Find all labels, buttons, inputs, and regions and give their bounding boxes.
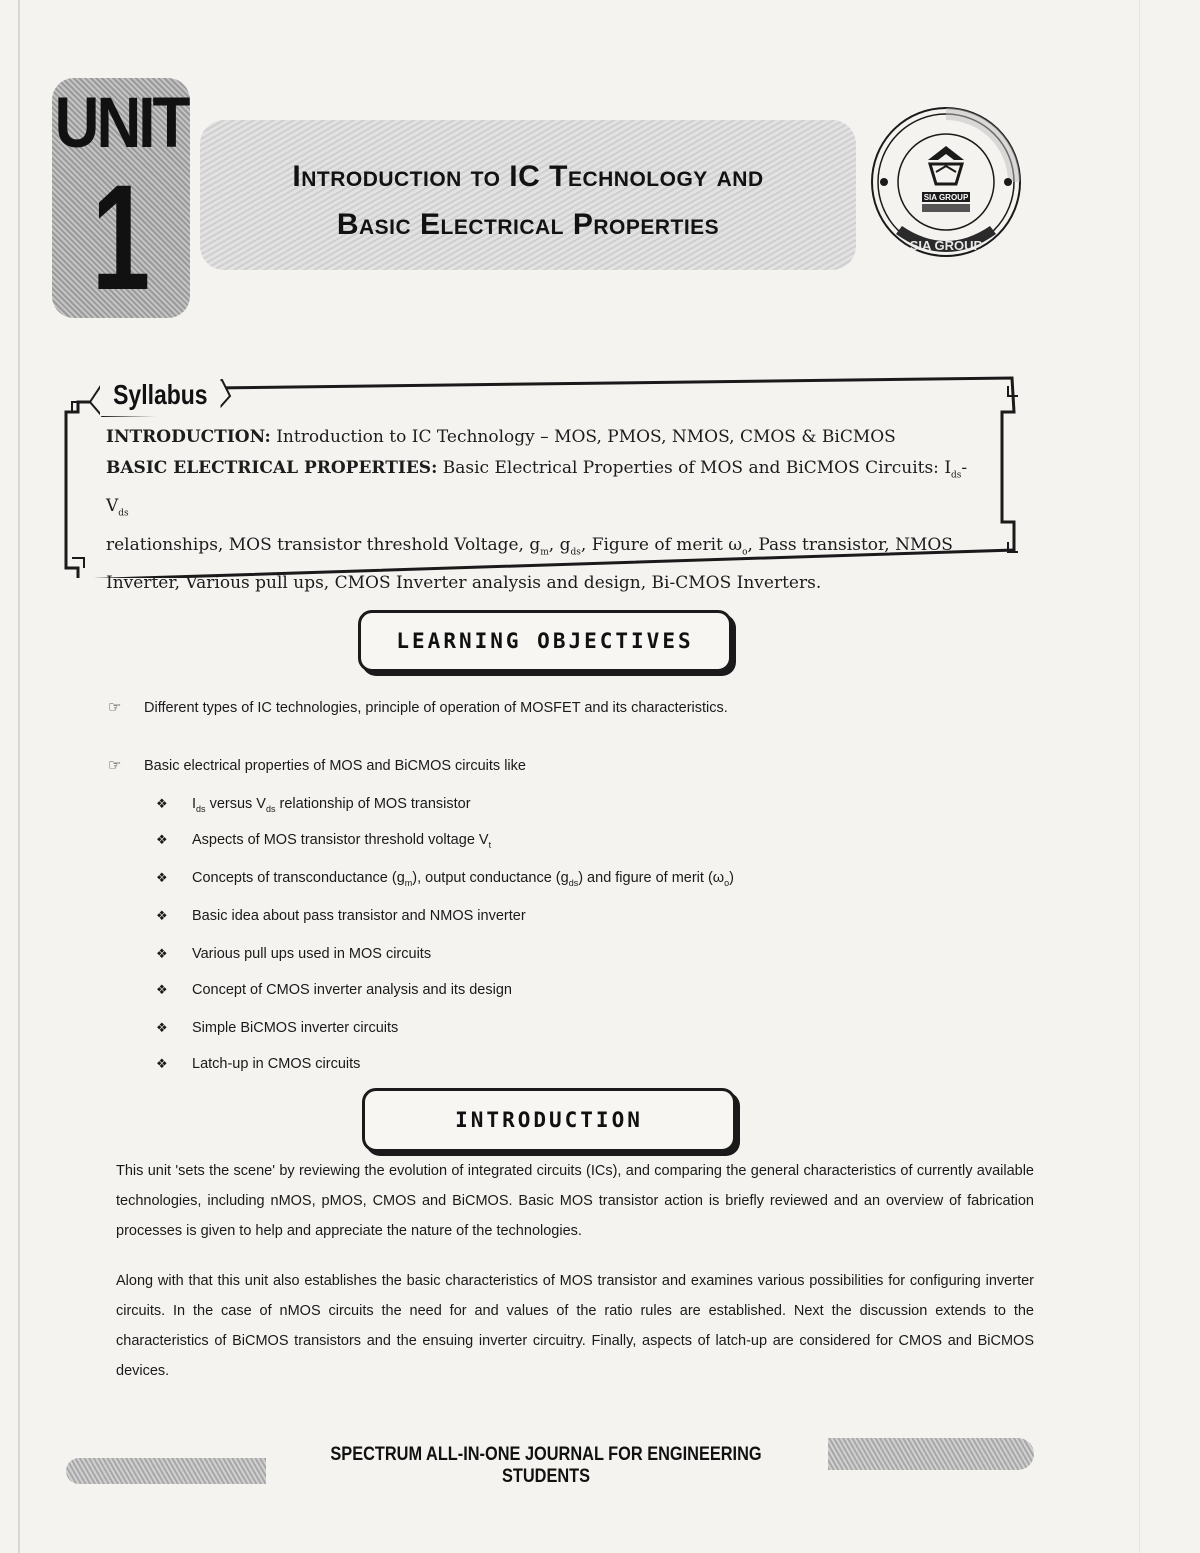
subscript: ds <box>265 803 276 814</box>
pointing-hand-icon: ☞ <box>108 699 122 716</box>
subscript: o <box>724 877 730 888</box>
subscript: ds <box>196 803 206 814</box>
sub-text: Latch-up in CMOS circuits <box>192 1056 361 1072</box>
sub-text: Concepts of transconductance (g <box>192 870 405 886</box>
unit-word: UNIT <box>54 83 188 164</box>
diamond-dots-icon: ❖ <box>156 946 168 961</box>
sub-text: ) and figure of merit (ω <box>578 870 725 886</box>
sia-group-logo <box>866 100 1026 270</box>
sub-text: versus V <box>205 796 266 812</box>
syllabus-basic-head: BASIC ELECTRICAL PROPERTIES: <box>106 458 438 478</box>
diamond-dots-icon: ❖ <box>156 870 168 885</box>
syllabus-text-span: , g <box>548 534 571 555</box>
objective-sub-item <box>156 946 431 962</box>
scan-edge <box>1139 0 1140 1553</box>
syllabus-basic-text: Basic Electrical Properties of MOS and BiCMOS Circuits: I <box>442 458 952 478</box>
introduction-paragraph: Along with that this unit also establishes the basic characteristics of MOS transistor and examines various possibilities for configuring inverter circuits. In the case of nMOS circuits the need for and values of the ratio rules are established. Next the discussion extends to the characteristics of BiCMOS transistors and the ensuing inverter circuitry. Finally, aspects of latch-up are considered for CMOS and BiCMOS devices. <box>116 1273 1034 1379</box>
sub-text: Various pull ups used in MOS circuits <box>192 946 432 962</box>
pointing-hand-icon: ☞ <box>108 757 122 774</box>
unit-number: 1 <box>91 153 151 321</box>
footer-band <box>66 1432 1034 1488</box>
syllabus-intro-text: Introduction to IC Technology – MOS, PMOS, NMOS, CMOS & BiCMOS <box>276 427 896 447</box>
sub-text: I <box>192 796 197 812</box>
syllabus-text <box>106 422 976 599</box>
objective-text: Basic electrical properties of MOS and BiCMOS circuits like <box>144 758 526 774</box>
objective-sub-item <box>156 908 526 924</box>
sub-text: Concept of CMOS inverter analysis and its design <box>192 982 512 998</box>
subscript: ds <box>951 470 962 481</box>
svg-text:SIA GROUP: SIA GROUP <box>909 238 983 253</box>
sub-text: Aspects of MOS transistor threshold voltage V <box>192 832 489 848</box>
sub-text: ) <box>729 870 734 886</box>
sub-text: Basic idea about pass transistor and NMOS inverter <box>192 908 526 924</box>
syllabus-basic-line <box>106 453 976 530</box>
objective-text: Different types of IC technologies, principle of operation of MOSFET and its characteristics. <box>144 700 728 716</box>
syllabus-intro-line <box>106 422 976 453</box>
objective-item <box>108 698 728 716</box>
sub-text: relationship of MOS transistor <box>275 796 471 812</box>
introduction-heading: INTRODUCTION <box>362 1088 736 1152</box>
sub-text: ), output conductance (g <box>412 870 569 886</box>
diamond-dots-icon: ❖ <box>156 1020 168 1035</box>
syllabus-box <box>62 372 1022 594</box>
scan-edge <box>18 0 20 1553</box>
footer-ornament <box>66 1458 266 1484</box>
diamond-dots-icon: ❖ <box>156 1056 168 1071</box>
diamond-dots-icon: ❖ <box>156 832 168 847</box>
diamond-dots-icon: ❖ <box>156 908 168 923</box>
syllabus-line-4: Inverter, Various pull ups, CMOS Inverter analysis and design, Bi-CMOS Inverters. <box>106 573 822 594</box>
syllabus-text-span: relationships, MOS transistor threshold Voltage, g <box>106 534 541 555</box>
objective-sub-item <box>156 870 734 888</box>
syllabus-line-3 <box>106 530 976 568</box>
footer-ornament <box>828 1438 1034 1470</box>
objective-sub-item <box>156 1056 360 1072</box>
subscript: m <box>540 547 549 558</box>
syllabus-text-span: , Figure of merit ω <box>580 534 743 555</box>
objective-sub-item <box>156 832 491 850</box>
subscript: t <box>488 839 492 850</box>
syllabus-text-span: , Pass transistor, NMOS <box>747 534 953 555</box>
subscript: ds <box>570 547 581 558</box>
learning-objectives-heading: LEARNING OBJECTIVES <box>358 610 732 672</box>
objective-sub-item <box>156 796 471 814</box>
introduction-body <box>116 1156 1034 1406</box>
subscript: m <box>404 877 413 888</box>
syllabus-basic-text: -V <box>106 458 968 517</box>
logo-brand-text: SIA GROUP <box>923 193 969 202</box>
syllabus-label: Syllabus <box>100 374 221 416</box>
subscript: ds <box>568 877 579 888</box>
sub-text: Simple BiCMOS inverter circuits <box>192 1020 399 1036</box>
diamond-dots-icon: ❖ <box>156 796 168 811</box>
footer-text: SPECTRUM ALL-IN-ONE JOURNAL FOR ENGINEERING STUDENTS <box>330 1444 762 1487</box>
objective-sub-item <box>156 982 512 998</box>
objective-sub-item <box>156 1020 398 1036</box>
syllabus-intro-head: INTRODUCTION: <box>106 427 271 447</box>
subscript: ds <box>118 508 129 519</box>
chapter-title-line-1: Introduction to IC Technology and <box>292 160 764 193</box>
diamond-dots-icon: ❖ <box>156 982 168 997</box>
chapter-title-line-2: Basic Electrical Properties <box>336 208 720 241</box>
objective-item <box>108 756 526 774</box>
title-banner <box>200 120 856 270</box>
unit-badge <box>52 78 190 321</box>
subscript: o <box>742 547 748 558</box>
introduction-paragraph: This unit 'sets the scene' by reviewing the evolution of integrated circuits (ICs), and comparing the general characteristics of currently available technologies, including nMOS, pMOS, CMOS and BiCMOS. Basic MOS transistor action is briefly reviewed and an overview of fabrication processes is given to help and appreciate the nature of the technologies. <box>116 1163 1034 1239</box>
